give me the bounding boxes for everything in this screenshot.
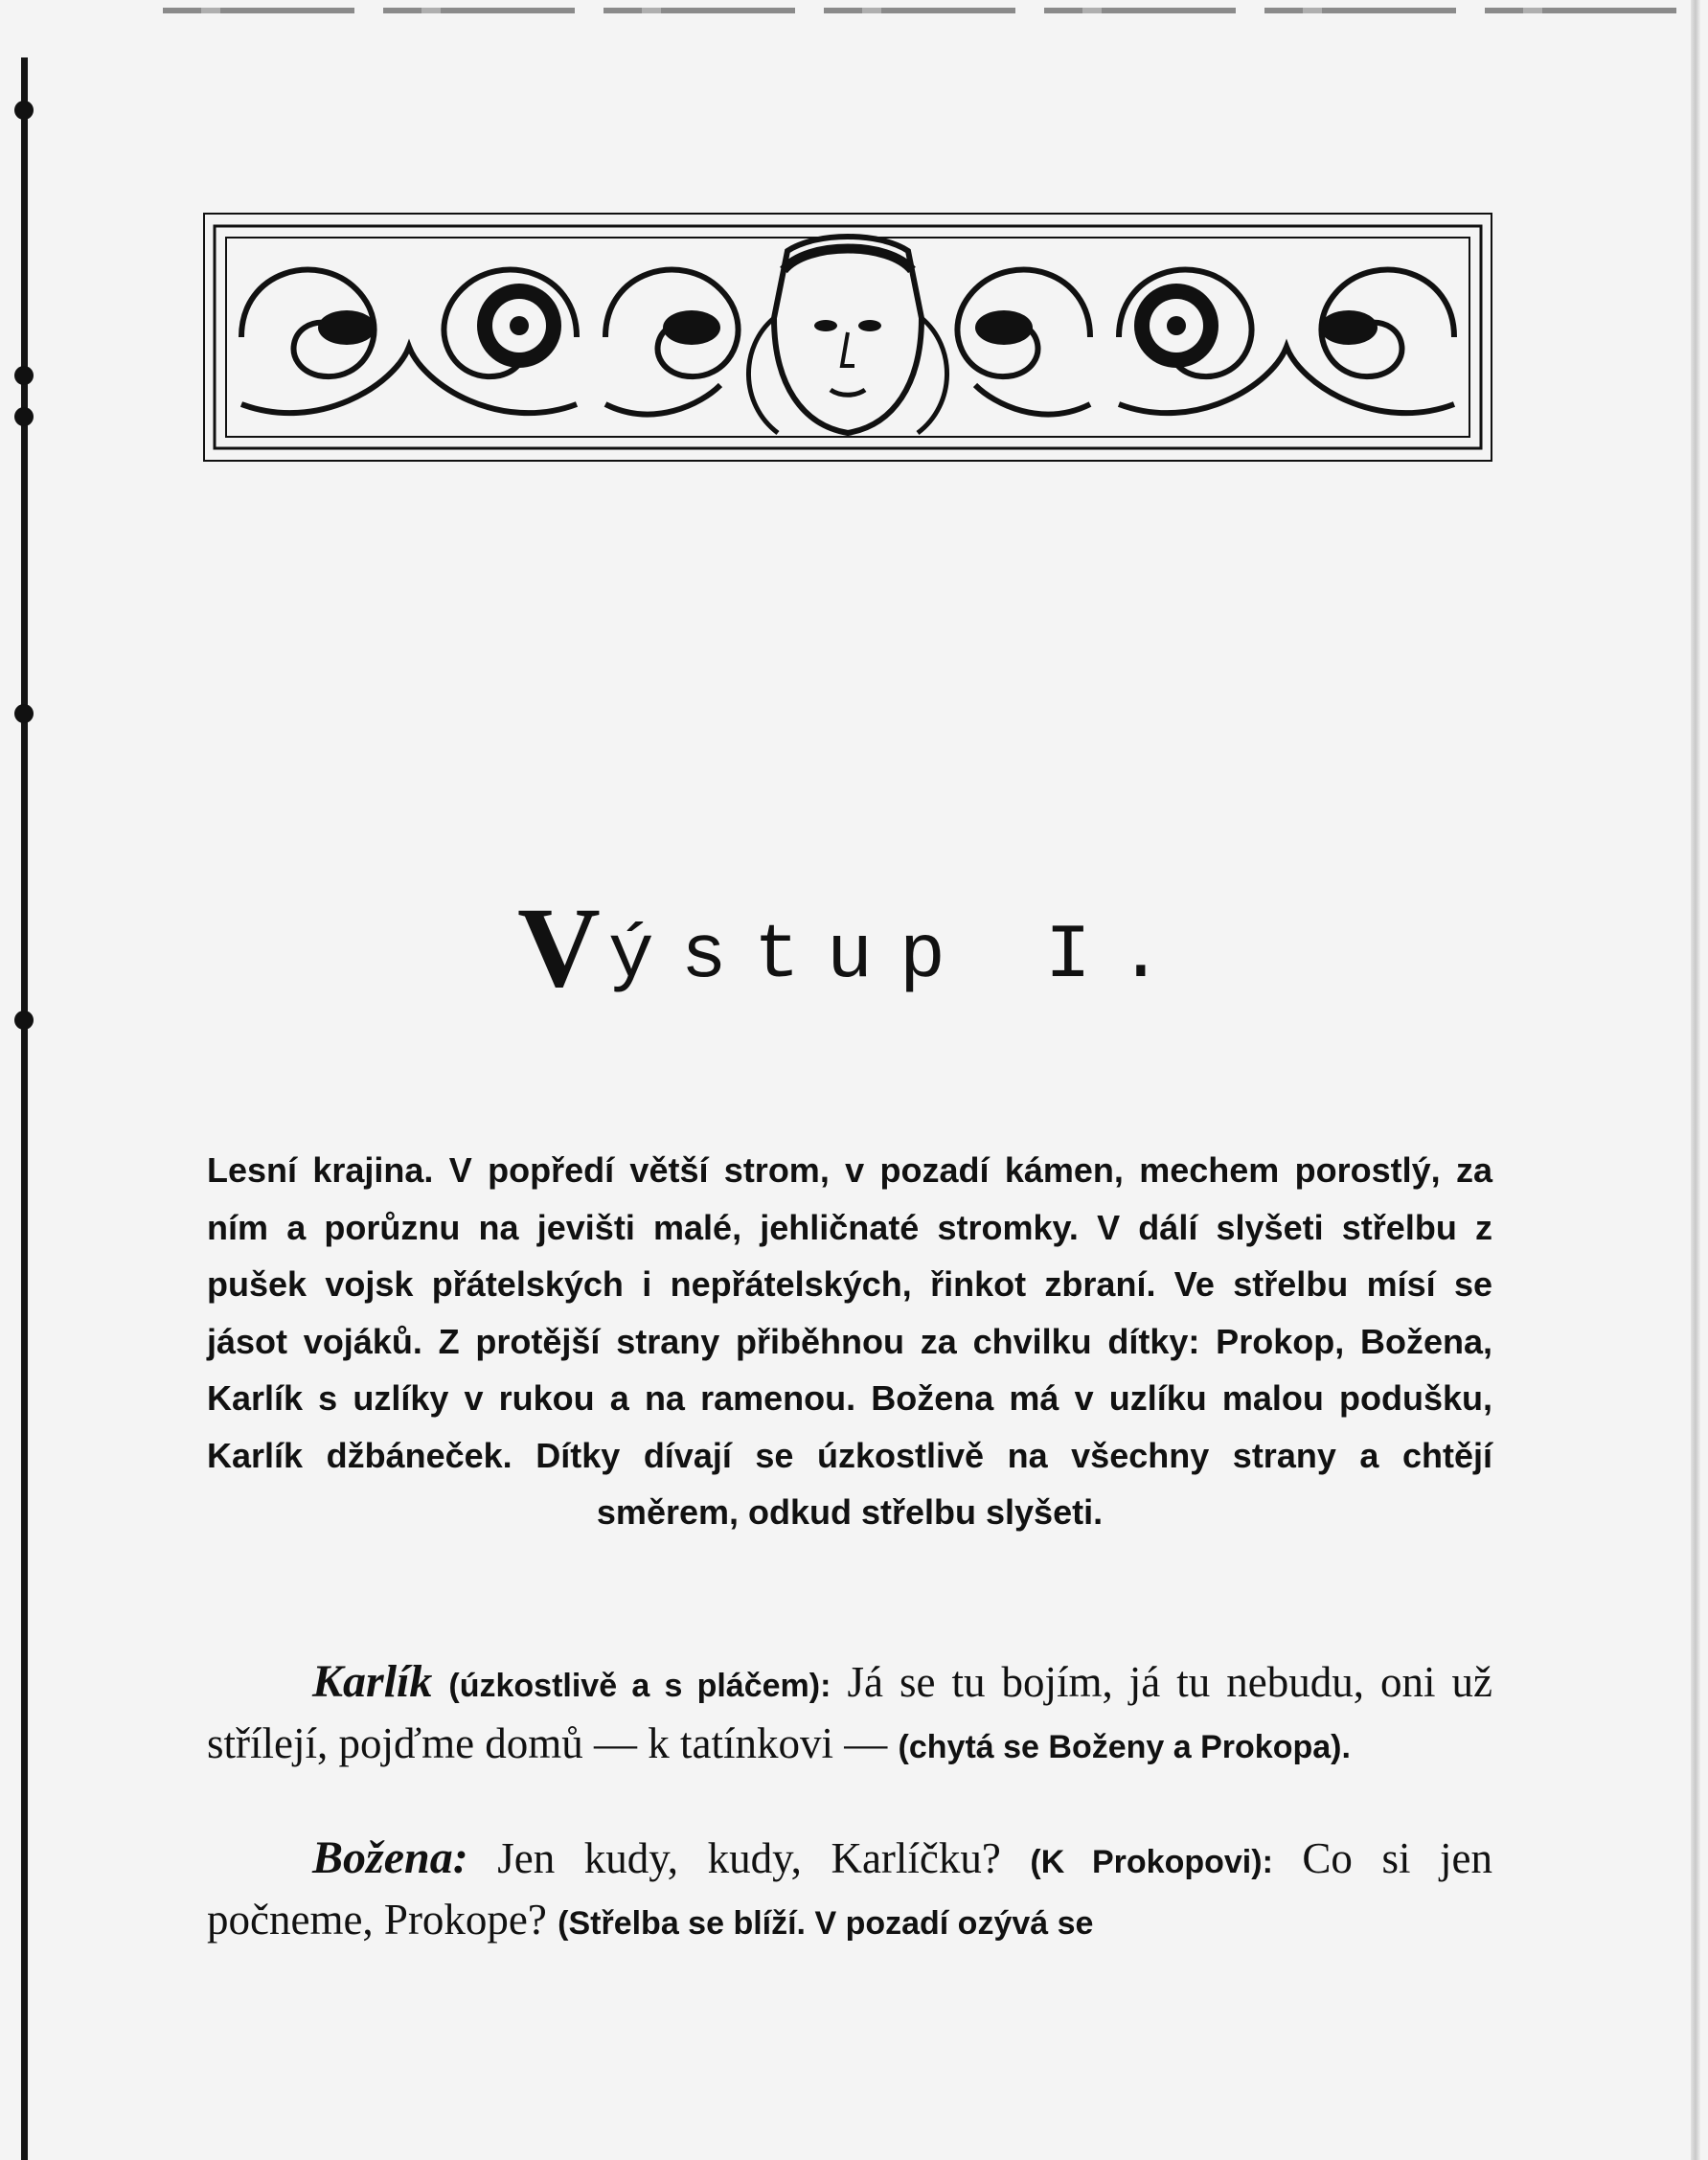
stage-direction: Lesní krajina. V popředí větší strom, v pozadí kámen, mechem porostlý, za ním a porůznu na jevišti malé, jehličnaté stromky. V dálí slyšeti střelbu z pušek vojsk přátelských i nepřátelských, řinkot zbraní. Ve střelbu mísí se jásot vojáků. Z protější strany přiběhnou za chvilku dítky: Prokop, Božena, Karlík s uzlíky v rukou a na ramenou. Božena má v uzlíku malou podušku, Karlík džbáneček. Dítky dívají se úzkostlivě na všechny strany a chtějí směrem, odkud střelbu slyšeti. xyxy=(207,1150,1492,1532)
speaker-name: Božena: xyxy=(312,1832,468,1883)
speech-karlik xyxy=(207,1653,1492,1776)
top-edge-rule xyxy=(163,8,1686,13)
margin-mark xyxy=(14,1011,34,1030)
heading-text: ýstup I. xyxy=(607,913,1191,1000)
heading-initial: V xyxy=(517,883,608,1011)
speech-bozena xyxy=(207,1830,1492,1952)
stage-note: (K Prokopovi): xyxy=(1030,1844,1273,1880)
speech-text: Jen kudy, kudy, Karlíčku? xyxy=(497,1834,1001,1882)
margin-mark xyxy=(14,101,34,120)
ornament-banner-icon xyxy=(203,213,1492,462)
stage-note: (Střelba se blíží. V pozadí ozývá se xyxy=(558,1905,1094,1942)
stage-note: (chytá se Boženy a Prokopa). xyxy=(898,1729,1351,1765)
margin-mark xyxy=(14,366,34,385)
speech-text: Já se tu bojím, já tu nebudu, oni už střílejí, pojďme domů — k tatínkovi — xyxy=(207,1658,1493,1767)
page-edge xyxy=(1691,0,1700,2160)
margin-mark xyxy=(14,407,34,426)
scene-heading xyxy=(0,881,1708,1013)
speech-text: Co si jen počneme, Prokope? xyxy=(207,1834,1492,1944)
speaker-name: Karlík xyxy=(312,1656,433,1707)
margin-mark xyxy=(14,704,34,723)
stage-note: (úzkostlivě a s pláčem): xyxy=(448,1668,831,1704)
